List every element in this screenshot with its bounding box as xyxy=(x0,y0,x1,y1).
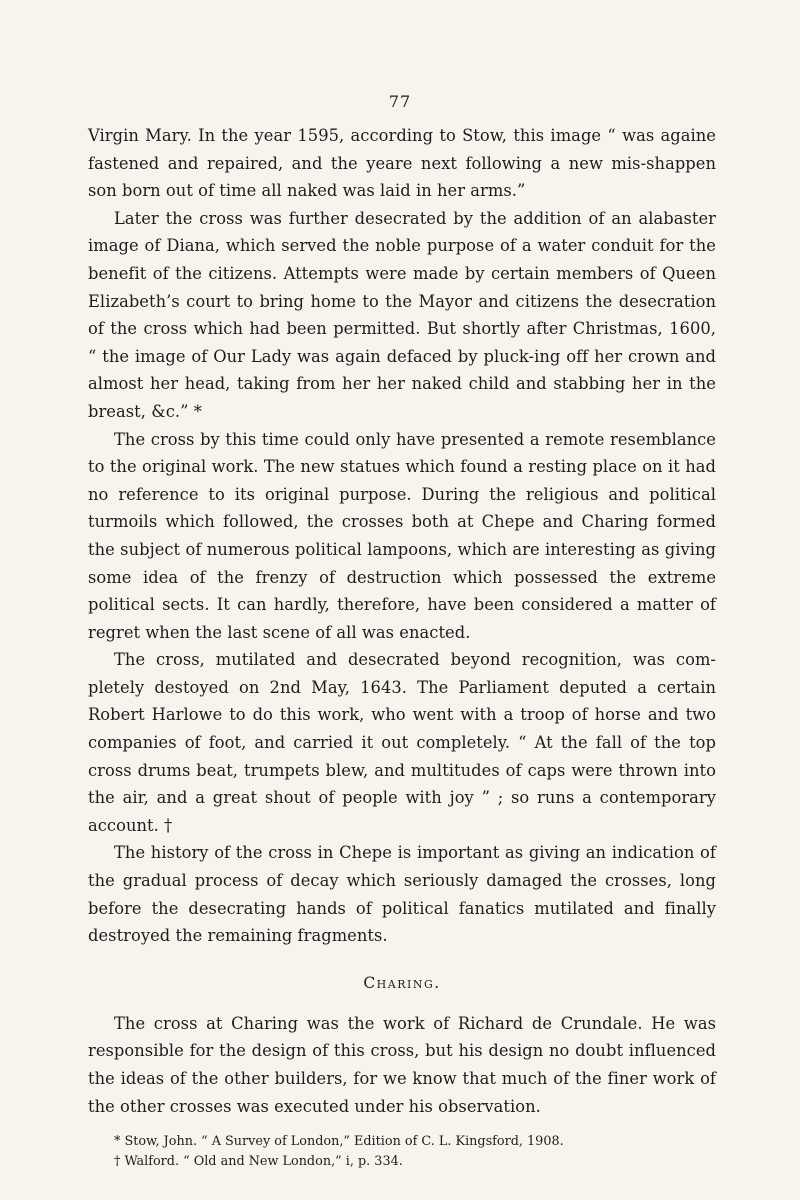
paragraph-charing: The cross at Charing was the work of Richard de Crundale. He was responsible for the design of this cross, but his design no doubt influenced the ideas of the other builders, for we know that much of the finer work of the other crosses was executed under his observation. xyxy=(88,1013,716,1116)
section-heading: Charing. xyxy=(363,973,441,992)
paragraph-desecration: Later the cross was further desecrated by the addition of an alabaster image of Diana, which served the noble purpose of a water conduit for the benefit of the citizens. Attempts were made by certain members of Queen Elizabeth’s court to bring home to the Mayor and citizens the desecration of the cross which had been permitted. But shortly after Christmas, 1600, “ the image of Our Lady was again defaced by pluck-ing off her crown and almost her head, taking from her her naked child and stabbing her in the breast, &c.” * xyxy=(88,208,716,421)
footnotes xyxy=(88,1132,716,1172)
page-number: 77 xyxy=(388,92,412,111)
paragraph-continuation: Virgin Mary. In the year 1595, according to Stow, this image “ was againe fastened and repaired, and the yeare next following a new mis-shappen son born out of time all naked was laid in her arms.” xyxy=(88,126,716,201)
body-text xyxy=(88,122,716,1172)
footnote-stow: * Stow, John. “ A Survey of London,” Edition of C. L. Kingsford, 1908. xyxy=(114,1134,564,1150)
paragraph-history: The history of the cross in Chepe is important as giving an indication of the gradual process of decay which seriously damaged the crosses, long before the desecrating hands of political fanatics mutilated and finally destroyed the remaining fragments. xyxy=(88,843,716,946)
paragraph-destruction: The cross, mutilated and desecrated beyond recognition, was com-pletely destoyed on 2nd May, 1643. The Parliament deputed a certain Robert Harlowe to do this work, who went with a troop of horse and two companies of foot, and carried it out completely. “ At the fall of the top cross drums beat, trumpets blew, and multitudes of caps were thrown into the air, and a great shout of people with joy ” ; so runs a contemporary account. † xyxy=(88,650,716,835)
footnote-walford: † Walford. “ Old and New London,” i, p. 334. xyxy=(114,1154,403,1170)
paragraph-resemblance: The cross by this time could only have presented a remote resemblance to the original work. The new statues which found a resting place on it had no reference to its original purpose. During the religious and political turmoils which followed, the crosses both at Chepe and Charing formed the subject of numerous political lampoons, which are interesting as giving some idea of the frenzy of destruction which possessed the extreme political sects. It can hardly, therefore, have been considered a matter of regret when the last scene of all was enacted. xyxy=(88,429,716,642)
